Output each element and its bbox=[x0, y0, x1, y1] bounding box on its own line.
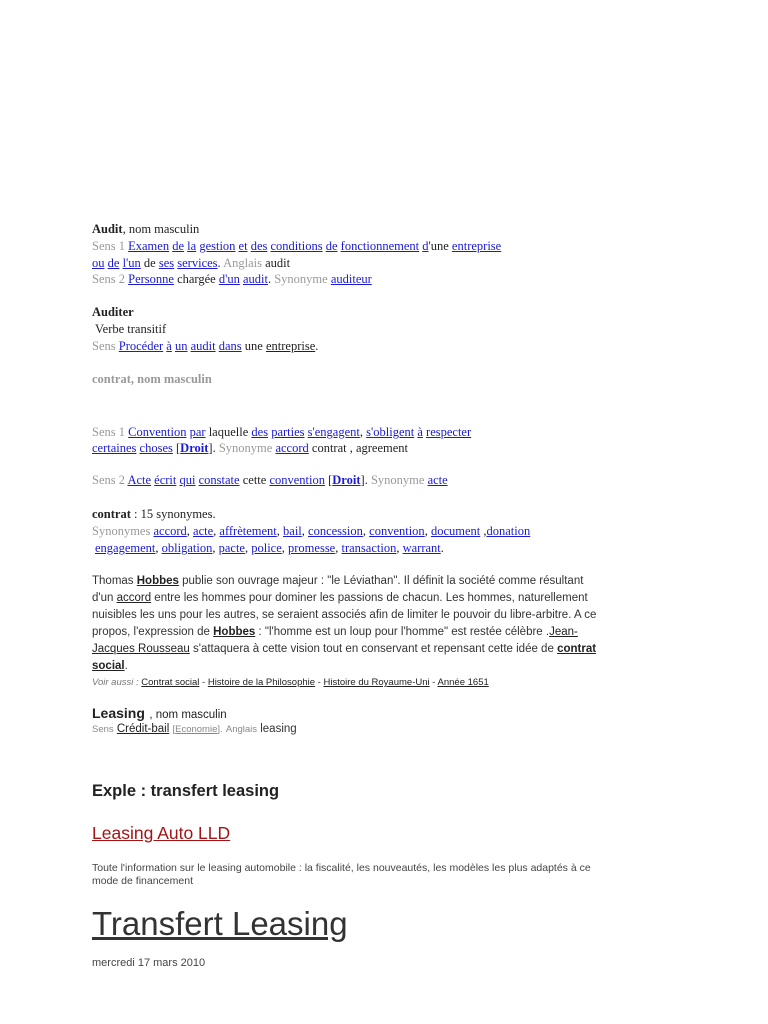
anglais-label: Anglais bbox=[225, 724, 258, 735]
word-link[interactable]: parties bbox=[271, 425, 305, 439]
sens-label: Sens bbox=[92, 724, 114, 735]
hobbes-line2: d'un accord entre les hommes pour dominer les passions de chacun. Les hommes, naturellement bbox=[92, 592, 588, 604]
hobbes-link[interactable]: Hobbes bbox=[136, 575, 179, 587]
audit-pos: , nom masculin bbox=[122, 222, 200, 236]
synonym-link[interactable]: concession bbox=[308, 524, 363, 538]
word-link[interactable]: convention bbox=[269, 473, 325, 487]
rousseau-link[interactable]: Jacques Rousseau bbox=[92, 643, 190, 655]
auditer-pos: Verbe transitif bbox=[95, 322, 167, 336]
voir-aussi-label: Voir aussi : bbox=[92, 677, 139, 688]
social-link[interactable]: social bbox=[92, 660, 125, 672]
word-link[interactable]: constate bbox=[198, 473, 240, 487]
word-link[interactable]: Personne bbox=[128, 272, 174, 286]
word-link[interactable]: audit bbox=[242, 272, 268, 286]
anglais-value: audit bbox=[265, 256, 291, 270]
transfert-leasing-title[interactable]: Transfert Leasing bbox=[92, 905, 348, 942]
word-link[interactable]: de bbox=[325, 239, 338, 253]
word-link[interactable]: à bbox=[417, 425, 423, 439]
sens-label: Sens 1 bbox=[92, 425, 125, 439]
word-link[interactable]: des bbox=[250, 239, 268, 253]
hobbes-line3: nuisibles les uns pour les autres, se seraient associés afin de limiter le pouvoir du libre-arbitre. A ce bbox=[92, 609, 597, 621]
word-link[interactable]: Droit bbox=[180, 441, 209, 455]
word-link[interactable]: des bbox=[251, 425, 269, 439]
sens-label: Sens 1 bbox=[92, 239, 125, 253]
word-link[interactable]: de bbox=[107, 256, 120, 270]
plain-text: [ bbox=[176, 441, 181, 455]
word-link[interactable]: choses bbox=[139, 441, 173, 455]
synonym-link[interactable]: bail bbox=[283, 524, 302, 538]
word-link[interactable]: gestion bbox=[199, 239, 236, 253]
voir-aussi-link[interactable]: Histoire du Royaume-Uni bbox=[323, 677, 430, 688]
auditer-headword: Auditer bbox=[92, 305, 134, 319]
lld-desc-line1: Toute l'information sur le leasing automobile : la fiscalité, les nouveautés, les modèles les plus adaptés à ce bbox=[92, 862, 591, 874]
word-link[interactable]: et bbox=[238, 239, 248, 253]
synonyme-label: Synonyme bbox=[218, 441, 273, 455]
word-link[interactable]: respecter bbox=[426, 425, 472, 439]
word-link[interactable]: la bbox=[187, 239, 197, 253]
word-link[interactable]: accord bbox=[275, 441, 309, 455]
plain-text: [ bbox=[328, 473, 333, 487]
word-link[interactable]: de bbox=[172, 239, 185, 253]
audit-sens1-line2 bbox=[92, 256, 290, 271]
contrat-sens1-line1 bbox=[92, 425, 471, 440]
plain-text: . bbox=[217, 256, 221, 270]
word-link[interactable]: Procéder bbox=[118, 339, 164, 353]
synonym-link[interactable]: police bbox=[251, 541, 282, 555]
contrat-syn-line1: Synonymes accord, acte, affrètement, bail, concession, convention, document ,donation bbox=[92, 524, 531, 538]
plain-text: ]. bbox=[360, 473, 368, 487]
sens-label: Sens 2 bbox=[92, 272, 125, 286]
synonymes-label: Synonymes bbox=[92, 524, 151, 538]
word-link[interactable]: un bbox=[174, 339, 188, 353]
lld-description bbox=[92, 862, 591, 888]
leasing-sens-line: Sens Crédit-bail [Economie]. Anglais leasing bbox=[92, 723, 297, 735]
synonym-link[interactable]: promesse bbox=[288, 541, 336, 555]
hobbes-line4: propos, l'expression de Hobbes : "l'homme est un loup pour l'homme" est restée célèbre .Jean- bbox=[92, 626, 578, 638]
word-link[interactable]: certaines bbox=[92, 441, 137, 455]
synonyme-label: Synonyme bbox=[274, 272, 328, 286]
synonym-link[interactable]: convention bbox=[369, 524, 425, 538]
sens-label: Sens bbox=[92, 339, 116, 353]
voir-aussi-link[interactable]: Contrat social bbox=[141, 677, 200, 688]
audit-heading-line bbox=[92, 222, 199, 237]
word-link[interactable]: par bbox=[189, 425, 206, 439]
contrat-sens1-line2 bbox=[92, 441, 408, 456]
synonym-link[interactable]: accord bbox=[153, 524, 187, 538]
leasing-auto-lld-link[interactable]: Leasing Auto LLD bbox=[92, 823, 231, 843]
word-link[interactable]: d'un bbox=[218, 272, 240, 286]
sens-label: Sens 2 bbox=[92, 473, 125, 487]
contrat-sens2-line bbox=[92, 473, 448, 488]
anglais-label: Anglais bbox=[223, 256, 262, 270]
word-link[interactable]: dans bbox=[218, 339, 242, 353]
synonym-link[interactable]: warrant bbox=[402, 541, 441, 555]
audit-sens1-line1 bbox=[92, 239, 501, 254]
word-link[interactable]: fonctionnement bbox=[340, 239, 420, 253]
leasing-heading-line bbox=[92, 705, 227, 723]
word-link[interactable]: entreprise bbox=[451, 239, 502, 253]
synonym-link[interactable]: engagement bbox=[95, 541, 156, 555]
word-link[interactable]: entreprise bbox=[265, 339, 316, 353]
plain-text: 'une bbox=[428, 239, 449, 253]
word-link[interactable]: l'un bbox=[122, 256, 141, 270]
lld-desc-line2: mode de financement bbox=[92, 875, 193, 887]
word-link[interactable]: d bbox=[422, 239, 429, 253]
word-link[interactable]: audit bbox=[190, 339, 216, 353]
auditer-sens-line bbox=[92, 339, 318, 354]
hobbes-line6: social. bbox=[92, 660, 128, 672]
synonym-link[interactable]: obligation bbox=[161, 541, 213, 555]
hobbes-paragraph bbox=[92, 573, 596, 675]
synonym-link[interactable]: pacte bbox=[218, 541, 245, 555]
word-link[interactable]: ses bbox=[158, 256, 175, 270]
voir-aussi-line: Voir aussi : Contrat social - Histoire de la Philosophie - Histoire du Royaume-Uni - Année 1651 bbox=[92, 677, 489, 688]
plain-text: ]. bbox=[208, 441, 216, 455]
word-link[interactable]: à bbox=[166, 339, 172, 353]
anglais-value: leasing bbox=[260, 723, 297, 735]
hobbes-link[interactable]: Hobbes bbox=[213, 626, 256, 638]
contrat-link[interactable]: contrat bbox=[557, 643, 597, 655]
synonym-link[interactable]: document bbox=[430, 524, 481, 538]
leasing-pos: , nom masculin bbox=[149, 709, 227, 721]
voir-aussi-link[interactable]: Histoire de la Philosophie bbox=[207, 677, 316, 688]
plain-text: de bbox=[143, 256, 156, 270]
hobbes-line1: Thomas Hobbes publie son ouvrage majeur : "le Léviathan". Il définit la société comme résultant bbox=[92, 575, 584, 587]
synonym-link[interactable]: donation bbox=[486, 524, 531, 538]
plain-text: cette bbox=[242, 473, 267, 487]
plain-text: . bbox=[267, 272, 272, 286]
word-link[interactable]: services bbox=[177, 256, 218, 270]
synonym-link[interactable]: acte bbox=[193, 524, 214, 538]
accord-link[interactable]: accord bbox=[116, 592, 152, 604]
economie-link[interactable]: Economie bbox=[175, 724, 218, 735]
word-link[interactable]: acte bbox=[427, 473, 448, 487]
word-link[interactable]: s' bbox=[366, 425, 374, 439]
plain-text: . bbox=[315, 339, 319, 353]
word-link[interactable]: Acte bbox=[127, 473, 152, 487]
word-link[interactable]: ou bbox=[92, 256, 105, 270]
plain-text: une bbox=[244, 339, 263, 353]
post-date: mercredi 17 mars 2010 bbox=[92, 957, 206, 969]
audit-sens2-line bbox=[92, 272, 372, 287]
word-link[interactable]: Convention bbox=[128, 425, 187, 439]
exple-heading: Exple : transfert leasing bbox=[92, 782, 280, 800]
plain-text: contrat , agreement bbox=[311, 441, 409, 455]
contrat-heading: contrat, nom masculin bbox=[92, 372, 212, 386]
word-link[interactable]: obligent bbox=[373, 425, 415, 439]
contrat-syn-line2: engagement, obligation, pacte, police, promesse, transaction, warrant. bbox=[95, 541, 444, 555]
leasing-headword: Leasing bbox=[92, 705, 145, 721]
audit-headword: Audit bbox=[92, 222, 123, 236]
plain-text: chargée bbox=[177, 272, 216, 286]
syn-headword: contrat bbox=[92, 507, 131, 521]
voir-aussi-link[interactable]: Année 1651 bbox=[437, 677, 489, 688]
word-link[interactable]: écrit bbox=[154, 473, 177, 487]
word-link[interactable]: auditeur bbox=[330, 272, 372, 286]
rousseau-link[interactable]: Jean- bbox=[549, 626, 578, 638]
plain-text: laquelle bbox=[208, 425, 249, 439]
credit-bail-link[interactable]: Crédit-bail bbox=[116, 723, 170, 735]
word-link[interactable]: conditions bbox=[270, 239, 323, 253]
plain-text: , bbox=[359, 425, 363, 439]
synonym-link[interactable]: transaction bbox=[341, 541, 397, 555]
word-link[interactable]: qui bbox=[179, 473, 196, 487]
synonym-link[interactable]: affrètement bbox=[219, 524, 277, 538]
word-link[interactable]: s'engagent bbox=[307, 425, 360, 439]
word-link[interactable]: Examen bbox=[128, 239, 170, 253]
syn-count: : 15 synonymes. bbox=[134, 507, 216, 521]
word-link[interactable]: Droit bbox=[332, 473, 361, 487]
contrat-syn-heading bbox=[92, 507, 216, 522]
hobbes-line5: Jacques Rousseau s'attaquera à cette vision tout en conservant et repensant cette idée de contrat bbox=[92, 643, 597, 655]
synonyme-label: Synonyme bbox=[370, 473, 425, 487]
